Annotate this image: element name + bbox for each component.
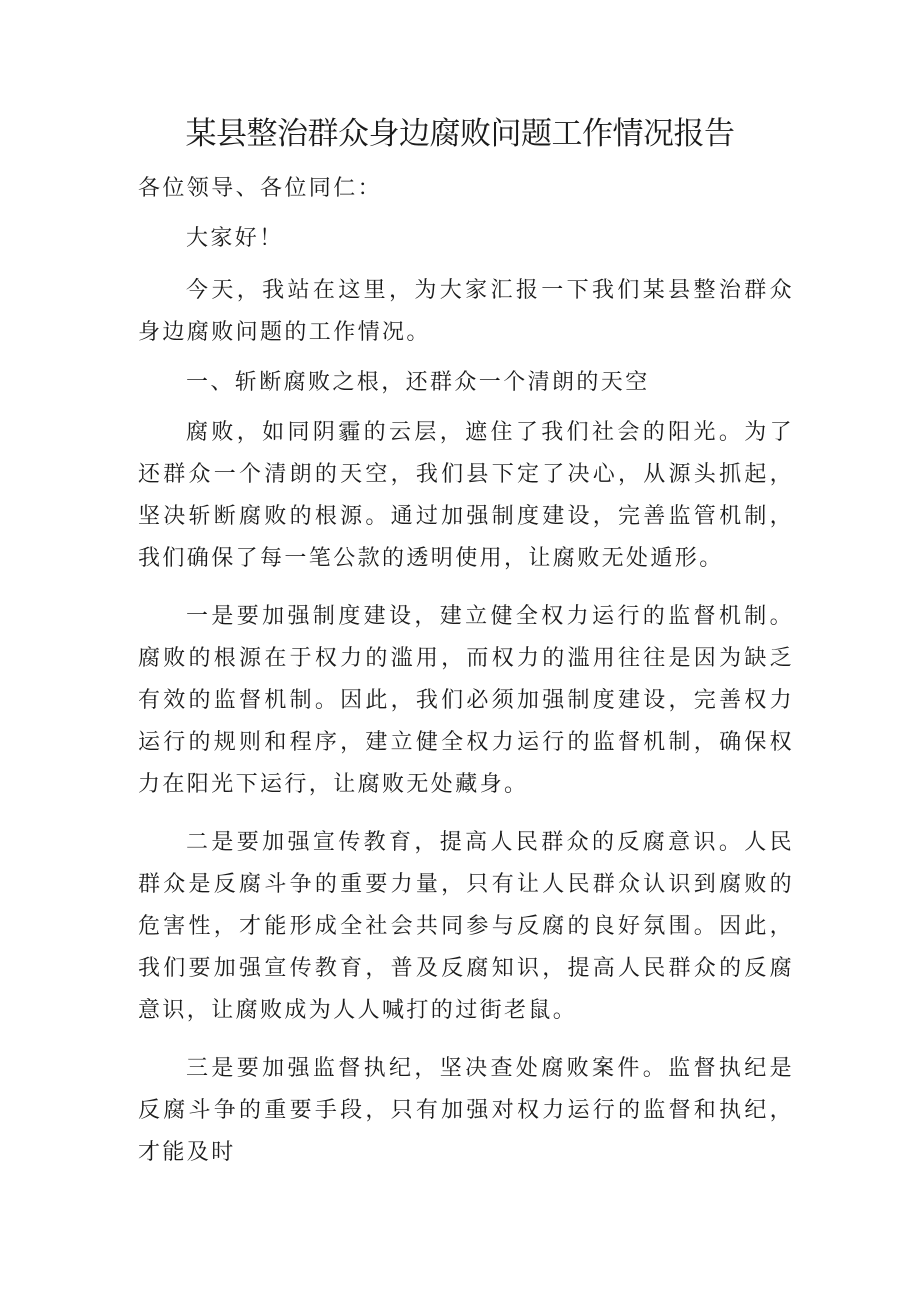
section-heading-1: 一、斩断腐败之根，还群众一个清朗的天空 — [186, 370, 650, 395]
document-title: 某县整治群众身边腐败问题工作情况报告 — [185, 116, 735, 152]
body-paragraph: 一是要加强制度建设，建立健全权力运行的监督机制。腐败的根源在于权力的滥用，而权力的滥用往往是因为缺乏有效的监督机制。因此，我们必须加强制度建设，完善权力运行的规则和程序，建立健全权力运行的监督机制，确保权力在阳光下运行，让腐败无处藏身。 — [138, 604, 794, 797]
document-body — [138, 168, 794, 1174]
intro-paragraph: 今天，我站在这里，为大家汇报一下我们某县整治群众身边腐败问题的工作情况。 — [138, 278, 794, 345]
body-paragraph: 腐败，如同阴霾的云层，遮住了我们社会的阳光。为了还群众一个清朗的天空，我们县下定了决心，从源头抓起，坚决斩断腐败的根源。通过加强制度建设，完善监管机制，我们确保了每一笔公款的透明使用，让腐败无处遁形。 — [138, 420, 794, 571]
body-paragraph: 三是要加强监督执纪，坚决查处腐败案件。监督执纪是反腐斗争的重要手段，只有加强对权力运行的监督和执纪，才能及时 — [138, 1056, 794, 1165]
salutation: 各位领导、各位同仁： — [138, 176, 383, 201]
body-paragraph: 二是要加强宣传教育，提高人民群众的反腐意识。人民群众是反腐斗争的重要力量，只有让人民群众认识到腐败的危害性，才能形成全社会共同参与反腐的良好氛围。因此，我们要加强宣传教育，普及反腐知识，提高人民群众的反腐意识，让腐败成为人人喊打的过街老鼠。 — [138, 830, 794, 1023]
greeting-paragraph: 大家好！ — [186, 226, 284, 251]
